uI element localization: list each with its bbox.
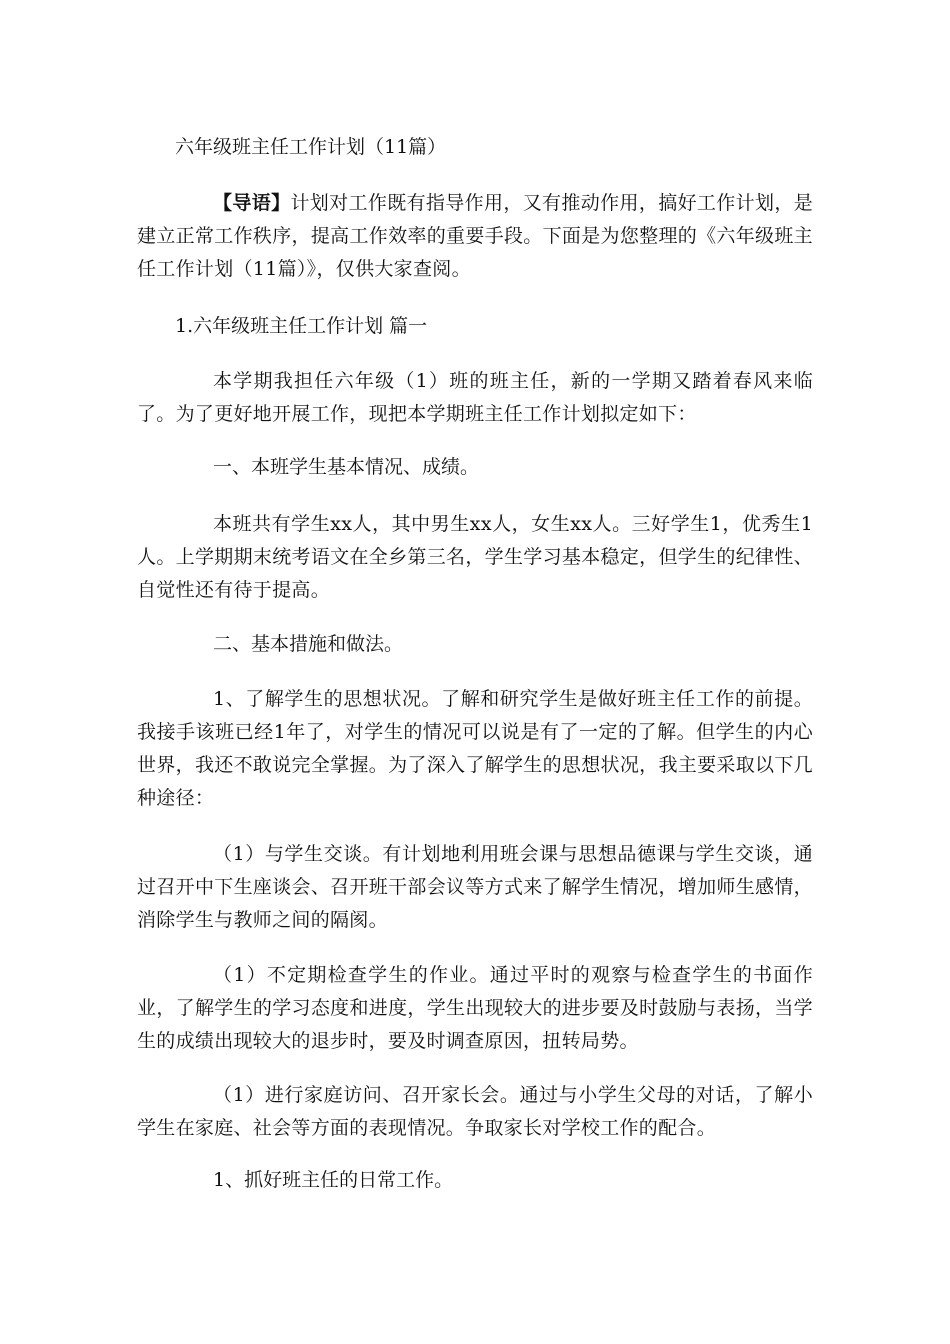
intro-paragraph [137, 187, 813, 286]
paragraph-2: 本班共有学生xx人，其中男生xx人，女生xx人。三好学生1，优秀生1人。上学期期末统考语文在全乡第三名，学生学习基本稳定，但学生的纪律性、自觉性还有待于提高。 [137, 513, 813, 601]
section-heading: 1.六年级班主任工作计划 篇一 [175, 315, 428, 337]
paragraph-3: 1、了解学生的思想状况。了解和研究学生是做好班主任工作的前提。我接手该班已经1年了，对学生的情况可以说是有了一定的了解。但学生的内心世界，我还不敢说完全掌握。为了深入了解学生的思想状况，我主要采取以下几种途径： [137, 688, 813, 809]
intro-tag: 【导语】 [213, 192, 291, 214]
document-title: 六年级班主任工作计划（11篇） [175, 136, 447, 158]
heading-daily-work: 1、抓好班主任的日常工作。 [213, 1169, 454, 1191]
paragraph-5: （1）不定期检查学生的作业。通过平时的观察与检查学生的书面作业，了解学生的学习态度和进度，学生出现较大的进步要及时鼓励与表扬，当学生的成绩出现较大的退步时，要及时调查原因，扭转局势。 [137, 964, 813, 1052]
paragraph-1: 本学期我担任六年级（1）班的班主任，新的一学期又踏着春风来临了。为了更好地开展工作，现把本学期班主任工作计划拟定如下： [137, 370, 813, 425]
paragraph-6: （1）进行家庭访问、召开家长会。通过与小学生父母的对话，了解小学生在家庭、社会等方面的表现情况。争取家长对学校工作的配合。 [137, 1084, 813, 1139]
paragraph-4: （1）与学生交谈。有计划地利用班会课与思想品德课与学生交谈，通过召开中下生座谈会、召开班干部会议等方式来了解学生情况，增加师生感情，消除学生与教师之间的隔阂。 [137, 843, 813, 931]
heading-basic-situation: 一、本班学生基本情况、成绩。 [213, 456, 480, 478]
intro-text: 计划对工作既有指导作用，又有推动作用，搞好工作计划，是建立正常工作秩序，提高工作效率的重要手段。下面是为您整理的《六年级班主任工作计划（11篇）》，仅供大家查阅。 [137, 192, 814, 280]
heading-measures: 二、基本措施和做法。 [213, 633, 404, 655]
